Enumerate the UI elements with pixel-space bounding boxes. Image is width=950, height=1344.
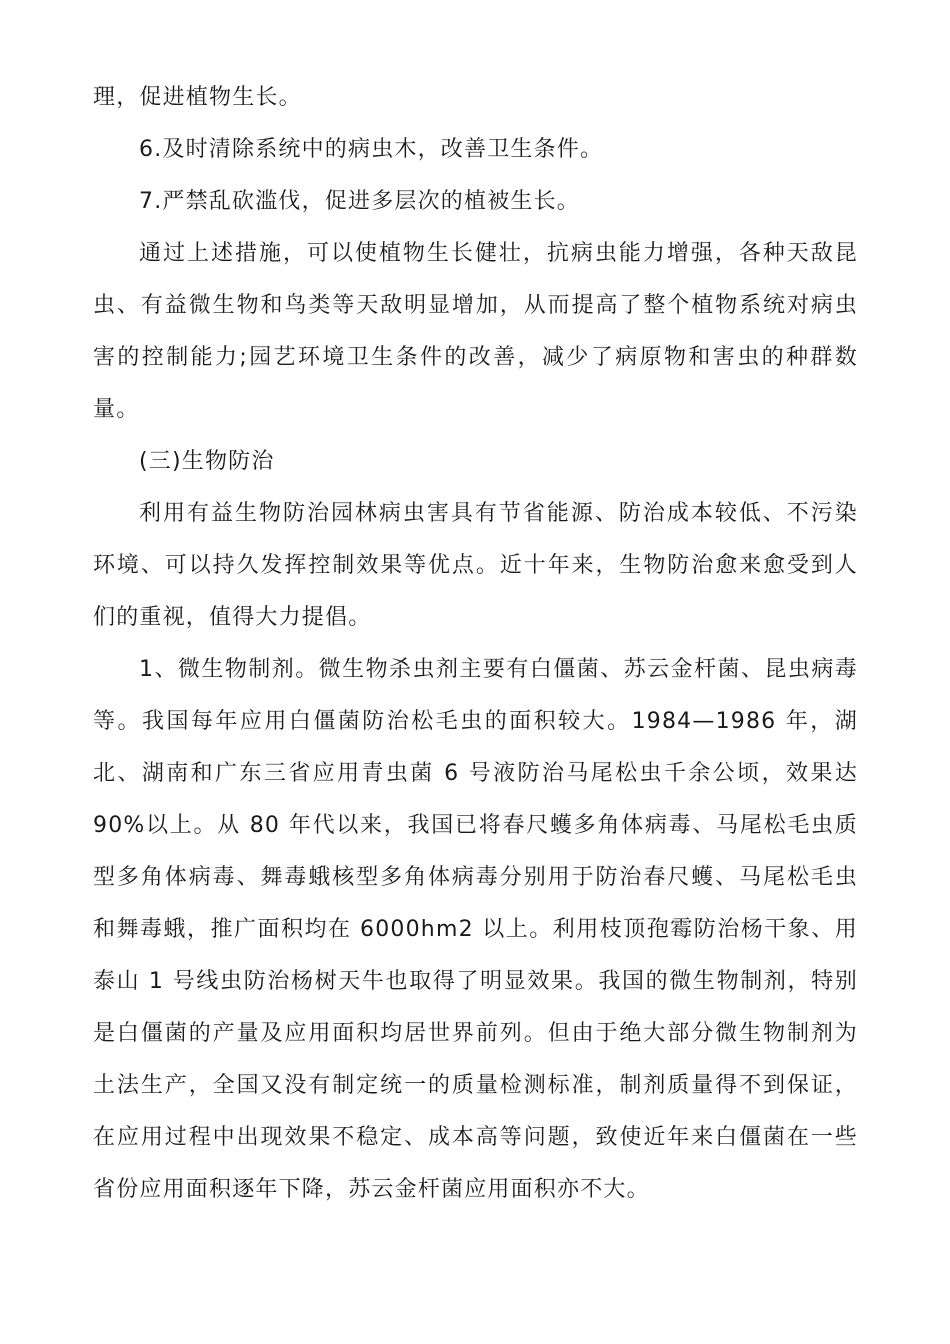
paragraph-measures-summary: 通过上述措施，可以使植物生长健壮，抗病虫能力增强，各种天敌昆虫、有益微生物和鸟类等天敌明显增加，从而提高了整个植物系统对病虫害的控制能力;园艺环境卫生条件的改善，减少了病原物和害虫的种群数量。 bbox=[93, 241, 858, 422]
document-body bbox=[93, 72, 858, 1216]
paragraph-item-7: 7.严禁乱砍滥伐，促进多层次的植被生长。 bbox=[139, 189, 580, 214]
paragraph-microbial-agents: 1、微生物制剂。微生物杀虫剂主要有白僵菌、苏云金杆菌、昆虫病毒等。我国每年应用白僵菌防治松毛虫的面积较大。1984—1986 年，湖北、湖南和广东三省应用青虫菌 6 号液防治马尾松虫千余公顷，效果达90%以上。从 80 年代以来，我国已将春尺蠖多角体病毒、马尾松毛虫质型多角体病毒、舞毒蛾核型多角体病毒分别用于防治春尺蠖、马尾松毛虫和舞毒蛾，推广面积均在 6000hm2 以上。利用枝顶孢霉防治杨干象、用泰山 1 号线虫防治杨树天牛也取得了明显效果。我国的微生物制剂，特别是白僵菌的产量及应用面积均居世界前列。但由于绝大部分微生物制剂为土法生产，全国又没有制定统一的质量检测标准，制剂质量得不到保证，在应用过程中出现效果不稳定、成本高等问题，致使近年来白僵菌在一些省份应用面积逐年下降，苏云金杆菌应用面积亦不大。 bbox=[93, 657, 858, 1202]
paragraph-continuation: 理，促进植物生长。 bbox=[93, 85, 302, 110]
paragraph-item-6: 6.及时清除系统中的病虫木，改善卫生条件。 bbox=[139, 137, 604, 162]
paragraph-biological-control-intro: 利用有益生物防治园林病虫害具有节省能源、防治成本较低、不污染环境、可以持久发挥控制效果等优点。近十年来，生物防治愈来愈受到人们的重视，值得大力提倡。 bbox=[93, 501, 858, 630]
section-heading-biological-control: (三)生物防治 bbox=[139, 449, 275, 474]
